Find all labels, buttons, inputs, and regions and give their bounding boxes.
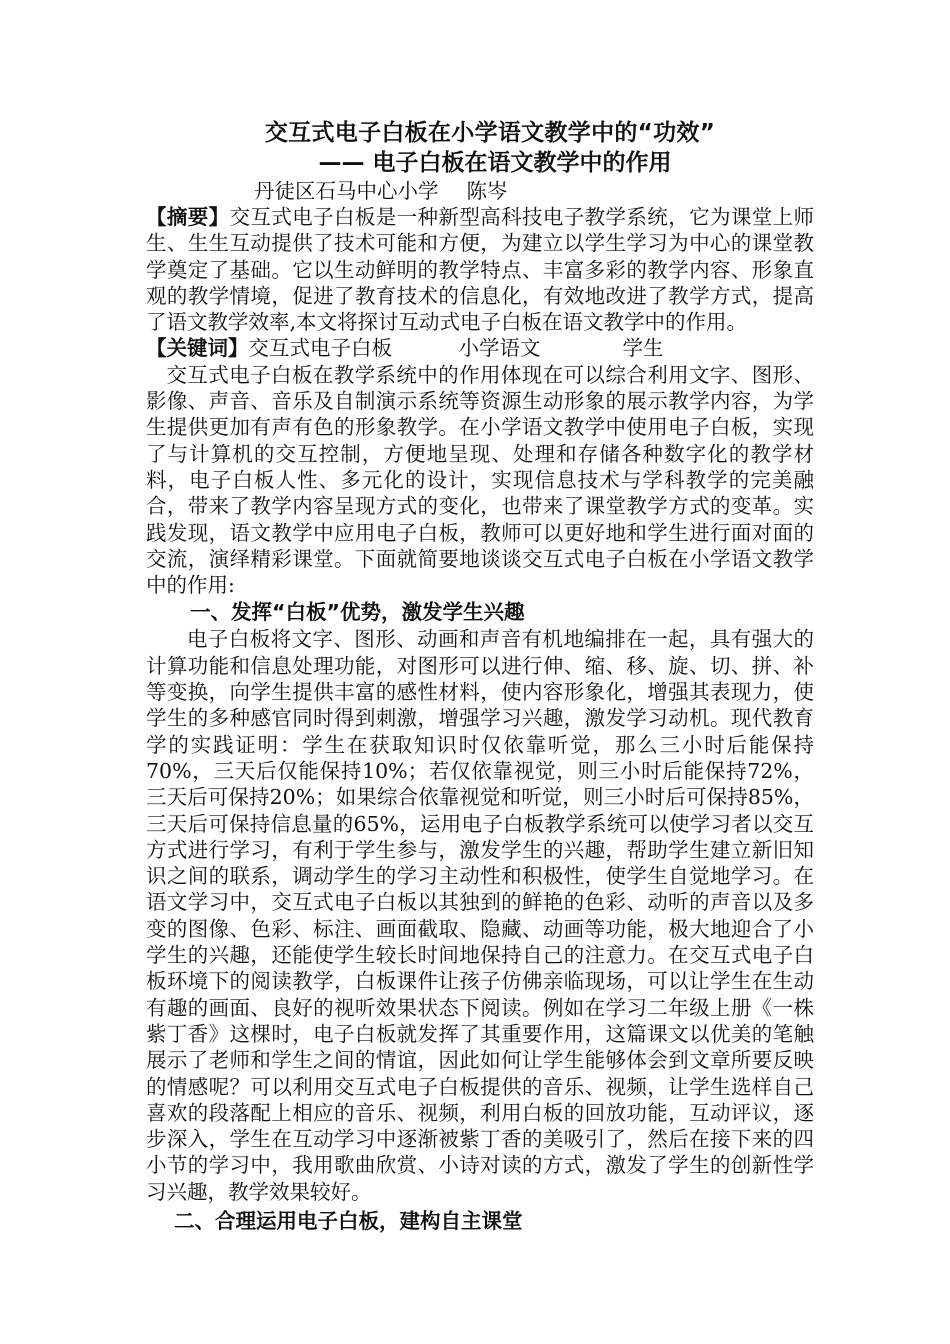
document-title: 交互式电子白板在小学语文教学中的“功效” bbox=[264, 120, 716, 146]
abstract-text: 交互式电子白板是一种新型高科技电子教学系统，它为课堂上师生、生生互动提供了技术可能和方便，为建立以学生学习为中心的课堂教学奠定了基础。它以生动鲜明的教学特点、丰富多彩的教学内容、形象直观的教学情境，促进了教育技术的信息化，有效地改进了教学方式，提高了语文教学效率,本文将探讨互动式电子白板在语文教学中的作用。 bbox=[146, 205, 815, 335]
author-line bbox=[146, 178, 814, 204]
intro-paragraph: 交互式电子白板在教学系统中的作用体现在可以综合利用文字、图形、影像、声音、音乐及自制演示系统等资源生动形象的展示教学内容，为学生提供更加有声有色的形象教学。在小学语文教学中使用电子白板，实现了与计算机的交互控制，方便地呈现、处理和存储各种数字化的教学材料，电子白板人性、多元化的设计，实现信息技术与学科教学的完美融合，带来了教学内容呈现方式的变化，也带来了课堂教学方式的变革。实践发现，语文教学中应用电子白板，教师可以更好地和学生进行面对面的交流，演绎精彩课堂。下面就简要地谈谈交互式电子白板在小学语文教学中的作用: bbox=[146, 362, 814, 598]
section-heading: 二、合理运用电子白板，建构自主课堂 bbox=[174, 1208, 523, 1233]
document-page bbox=[146, 118, 814, 1235]
author-school: 丹徒区石马中心小学 bbox=[254, 179, 439, 203]
abstract-paragraph bbox=[146, 204, 814, 335]
document-subtitle: —— 电子白板在语文教学中的作用 bbox=[318, 150, 672, 176]
author-name: 陈岑 bbox=[466, 179, 508, 203]
keyword-item: 小学语文 bbox=[458, 336, 541, 361]
section-paragraph: 电子白板将文字、图形、动画和声音有机地编排在一起，具有强大的计算功能和信息处理功能，对图形可以进行伸、缩、移、旋、切、拼、补等变换，向学生提供丰富的感性材料，使内容形象化，增强其表现力，使学生的多种感官同时得到刺激，增强学习兴趣，激发学习动机。现代教育学的实践证明：学生在获取知识时仅依靠听觉，那么三小时后能保持70%，三天后仅能保持10%；若仅依靠视觉，则三小时后能保持72%，三天后可保持20%；如果综合依靠视觉和听觉，则三小时后可保持85%，三天后可保持信息量的65%，运用电子白板教学系统可以使学习者以交互方式进行学习，有利于学生参与，激发学生的兴趣，帮助学生建立新旧知识之间的联系，调动学生的学习主动性和积极性，使学生自觉地学习。在语文学习中，交互式电子白板以其独到的鲜艳的色彩、动听的声音以及多变的图像、色彩、标注、画面截取、隐藏、动画等功能，极大地迎合了小学生的兴趣，还能使学生较长时间地保持自己的注意力。在交互式电子白板环境下的阅读教学，白板课件让孩子仿佛亲临现场，可以让学生在生动有趣的画面、良好的视听效果状态下阅读。例如在学习二年级上册《一株紫丁香》这棵时，电子白板就发挥了其重要作用，这篇课文以优美的笔触展示了老师和学生之间的情谊，因此如何让学生能够体会到文章所要反映的情感呢？可以利用交互式电子白板提供的音乐、视频，让学生选样自己喜欢的段落配上相应的音乐、视频，利用白板的回放功能，互动评议，逐步深入，学生在互动学习中逐渐被紫丁香的美吸引了，然后在接下来的四小节的学习中，我用歌曲欣赏、小诗对读的方式，激发了学生的创新性学习兴趣，教学效果较好。 bbox=[146, 627, 814, 1204]
keywords-label: 【关键词】 bbox=[146, 336, 249, 361]
keyword-item: 学生 bbox=[622, 336, 664, 361]
abstract-label: 【摘要】 bbox=[146, 205, 230, 229]
section-heading: 一、发挥“白板”优势，激发学生兴趣 bbox=[190, 600, 525, 625]
keywords-line bbox=[146, 335, 814, 361]
keyword-item: 交互式电子白板 bbox=[248, 336, 392, 361]
